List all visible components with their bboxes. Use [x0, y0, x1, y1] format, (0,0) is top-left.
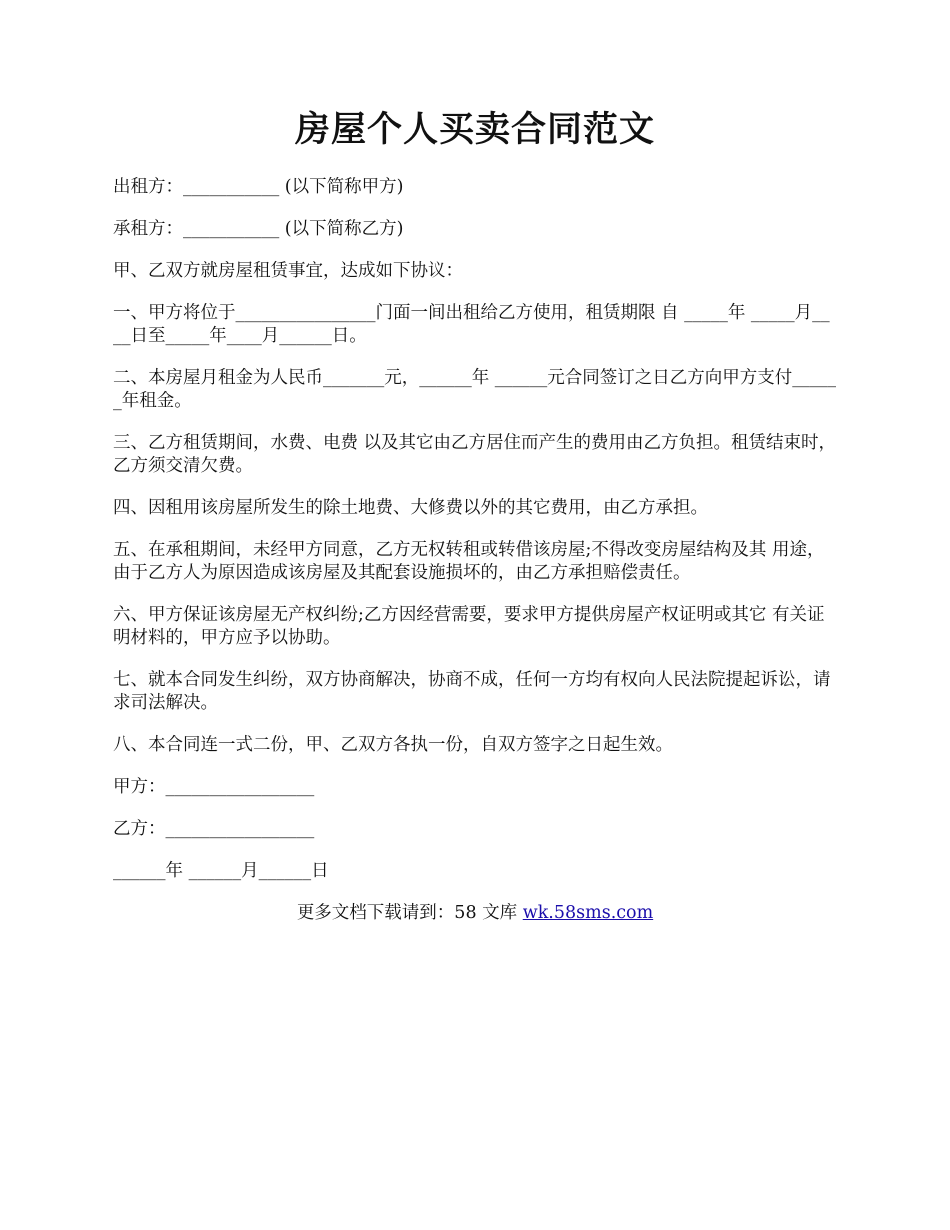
clause-5: 五、在承租期间，未经甲方同意，乙方无权转租或转借该房屋;不得改变房屋结构及其 用途，由于乙方人为原因造成该房屋及其配套设施损坏的，由乙方承担赔偿责任。 [113, 539, 825, 583]
lessee-line: 承租方：___________ (以下简称乙方) [113, 218, 404, 239]
clause-7: 七、就本合同发生纠纷，双方协商解决，协商不成，任何一方均有权向人民法院提起诉讼，请求司法解决。 [113, 669, 831, 713]
clause-4: 四、因租用该房屋所发生的除土地费、大修费以外的其它费用，由乙方承担。 [113, 497, 708, 518]
party-a-signature-line: 甲方：_________________ [113, 776, 315, 797]
date-line: ______年 ______月______日 [113, 860, 329, 881]
agreement-intro: 甲、乙双方就房屋租赁事宜，达成如下协议： [113, 260, 463, 281]
footer-link[interactable]: wk.58sms.com [522, 902, 654, 923]
footer-text: 更多文档下载请到：58 文库 [296, 902, 523, 923]
document-title: 房屋个人买卖合同范文 [294, 109, 655, 150]
clause-8: 八、本合同连一式二份，甲、乙双方各执一份，自双方签字之日起生效。 [113, 734, 673, 755]
clause-2: 二、本房屋月租金为人民币_______元，______年 ______元合同签订之日乙方向甲方支付______年租金。 [113, 367, 837, 411]
party-b-signature-line: 乙方：_________________ [113, 818, 315, 839]
lessor-line: 出租方：___________ (以下简称甲方) [113, 176, 404, 197]
download-footer [113, 902, 837, 925]
clause-1: 一、甲方将位于________________门面一间出租给乙方使用，租赁期限 自 _____年 _____月____日至_____年____月______日。 [113, 302, 830, 346]
clause-3: 三、乙方租赁期间，水费、电费 以及其它由乙方居住而产生的费用由乙方负担。租赁结束时，乙方须交清欠费。 [113, 432, 837, 476]
clause-6: 六、甲方保证该房屋无产权纠纷;乙方因经营需要，要求甲方提供房屋产权证明或其它 有关证明材料的，甲方应予以协助。 [113, 604, 825, 648]
